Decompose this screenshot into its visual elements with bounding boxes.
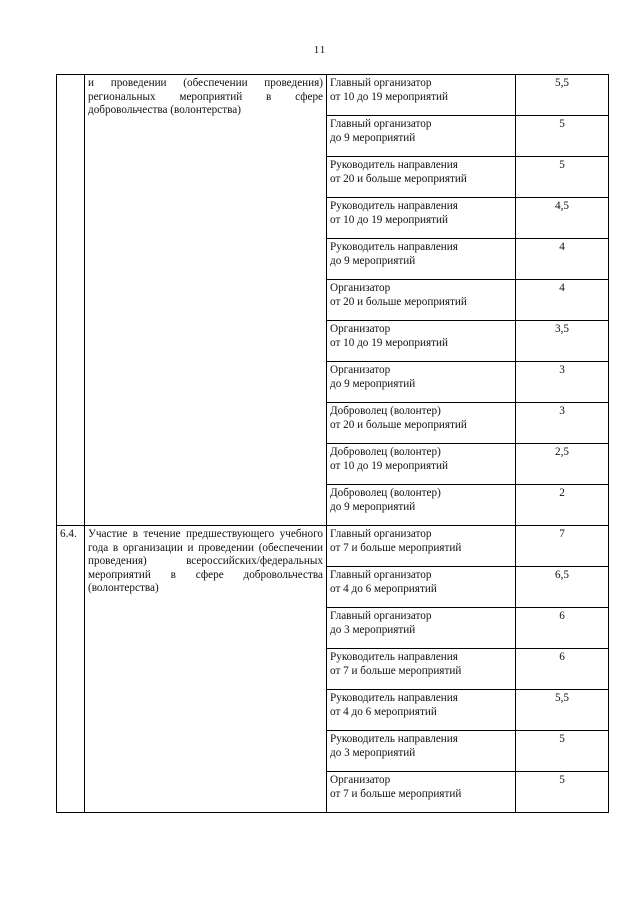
score-value: 5 [516,157,609,198]
score-value: 7 [516,526,609,567]
participation-role: Организатор [330,282,391,294]
participation-range: от 20 и больше мероприятий [330,418,467,431]
score-value: 5,5 [516,75,609,116]
score-value: 5,5 [516,690,609,731]
score-value: 3,5 [516,321,609,362]
section-description [85,75,327,526]
participation-level [327,198,516,239]
criteria-table [56,74,609,813]
participation-role: Организатор [330,774,391,786]
section-description [85,526,327,813]
score-value: 5 [516,772,609,813]
participation-range: до 9 мероприятий [330,131,416,144]
participation-role: Руководитель направления [330,651,458,663]
participation-role: Главный организатор [330,528,432,540]
participation-level [327,239,516,280]
participation-role: Доброволец (волонтер) [330,446,441,458]
participation-range: от 10 до 19 мероприятий [330,213,448,226]
score-value: 4 [516,280,609,321]
participation-role: Главный организатор [330,118,432,130]
participation-range: до 3 мероприятий [330,623,416,636]
participation-level [327,649,516,690]
score-value: 4 [516,239,609,280]
participation-level [327,362,516,403]
participation-role: Доброволец (волонтер) [330,405,441,417]
participation-range: от 4 до 6 мероприятий [330,705,437,718]
section-number [57,75,85,526]
participation-range: от 10 до 19 мероприятий [330,459,448,472]
participation-range: до 9 мероприятий [330,500,416,513]
participation-level [327,567,516,608]
score-value: 6 [516,608,609,649]
participation-role: Руководитель направления [330,241,458,253]
participation-level [327,157,516,198]
participation-level [327,280,516,321]
score-value: 2,5 [516,444,609,485]
score-value: 5 [516,731,609,772]
participation-range: от 4 до 6 мероприятий [330,582,437,595]
participation-level [327,485,516,526]
participation-range: от 7 и больше мероприятий [330,664,462,677]
participation-level [327,772,516,813]
participation-range: до 9 мероприятий [330,254,416,267]
participation-range: от 7 и больше мероприятий [330,541,462,554]
participation-level [327,403,516,444]
score-value: 6,5 [516,567,609,608]
criteria-table-body [57,75,609,813]
participation-range: до 3 мероприятий [330,746,416,759]
table-row [57,75,609,116]
score-value: 4,5 [516,198,609,239]
section-description-text: Участие в течение предшествующего учебного года в организации и проведении (обеспечении проведения) всероссийских/федеральных мероприятий в сфере добровольчества (волонтерства) [88,528,323,594]
score-value: 3 [516,403,609,444]
participation-role: Организатор [330,323,391,335]
participation-range: от 10 до 19 мероприятий [330,90,448,103]
participation-role: Главный организатор [330,569,432,581]
score-value: 3 [516,362,609,403]
participation-level [327,444,516,485]
participation-range: от 20 и больше мероприятий [330,172,467,185]
participation-level [327,690,516,731]
score-value: 6 [516,649,609,690]
participation-role: Руководитель направления [330,692,458,704]
table-row [57,526,609,567]
participation-range: от 10 до 19 мероприятий [330,336,448,349]
participation-level [327,731,516,772]
score-value: 2 [516,485,609,526]
section-number: 6.4. [57,526,85,813]
participation-role: Доброволец (волонтер) [330,487,441,499]
participation-role: Руководитель направления [330,733,458,745]
participation-level [327,526,516,567]
participation-role: Руководитель направления [330,159,458,171]
section-description-text: и проведении (обеспечении проведения) региональных мероприятий в сфере добровольчества (волонтерства) [88,77,323,116]
participation-range: от 20 и больше мероприятий [330,295,467,308]
participation-range: до 9 мероприятий [330,377,416,390]
participation-level [327,116,516,157]
participation-role: Главный организатор [330,77,432,89]
participation-range: от 7 и больше мероприятий [330,787,462,800]
participation-role: Руководитель направления [330,200,458,212]
score-value: 5 [516,116,609,157]
participation-level [327,75,516,116]
page-number: 11 [313,44,327,56]
participation-role: Главный организатор [330,610,432,622]
participation-role: Организатор [330,364,391,376]
participation-level [327,321,516,362]
participation-level [327,608,516,649]
